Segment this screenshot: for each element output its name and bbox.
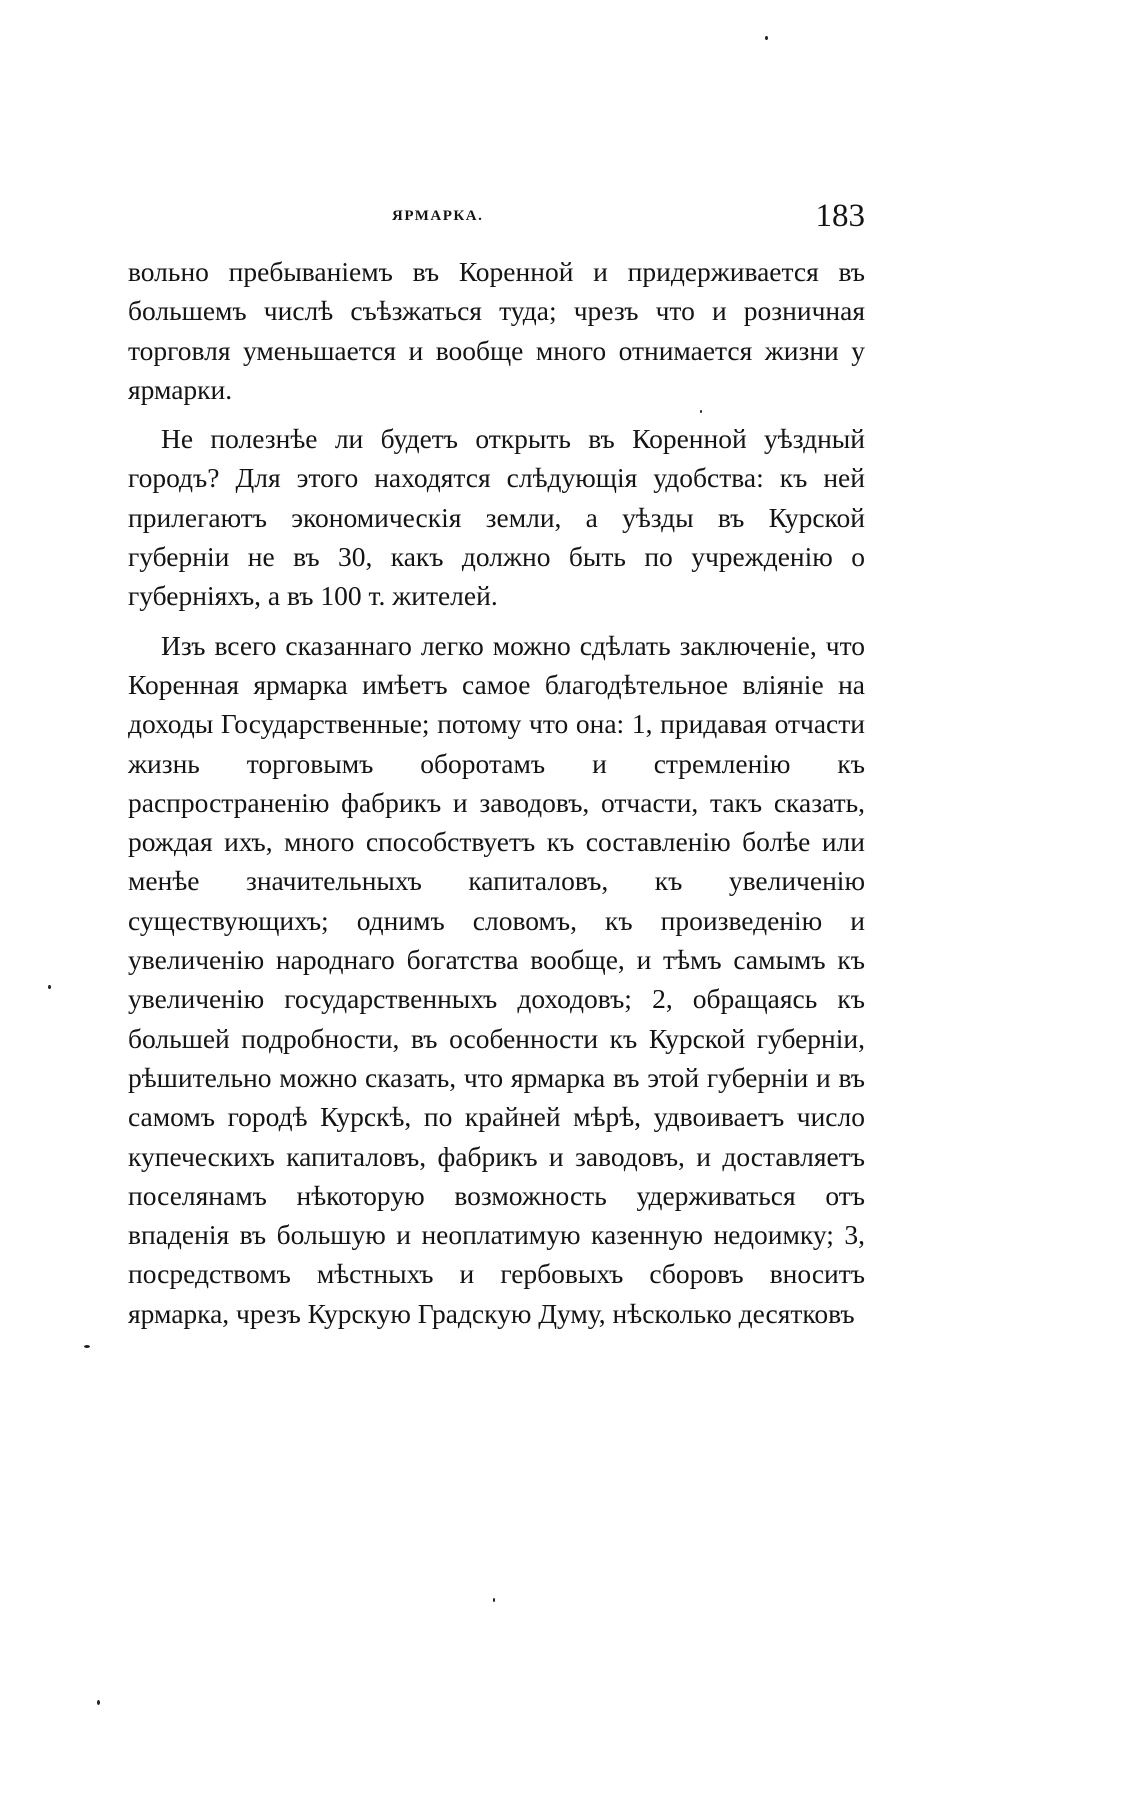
paragraph: Не полезнѣе ли будетъ открыть въ Коренной уѣздный городъ? Для этого находятся слѣдующія удобства: къ ней прилегаютъ экономическія земли, а уѣзды въ Курской губерніи не въ 30, какъ должно быть по учрежденію о губерніяхъ, а въ 100 т. жителей.	[128, 423, 865, 612]
running-head-title: ЯРМАРКА.	[392, 208, 484, 224]
ink-speck	[493, 1598, 495, 1602]
page-number: 183	[815, 198, 865, 234]
ink-speck	[84, 1345, 90, 1348]
running-head	[128, 198, 865, 238]
ink-speck	[97, 1700, 100, 1705]
ink-speck	[700, 410, 702, 413]
paragraph: вольно пребываніемъ въ Коренной и придерживается въ большемъ числѣ съѣзжаться туда; чрезъ что и розничная торговля уменьшается и вообще много отнимается жизни у ярмарки.	[128, 256, 865, 405]
ink-speck	[48, 985, 51, 989]
paragraph: Изъ всего сказаннаго легко можно сдѣлать заключеніе, что Коренная ярмарка имѣетъ самое благодѣтельное вліяніе на доходы Государственные; потому что она: 1, придавая отчасти жизнь торговымъ оборотамъ и стремленію къ распространенію фабрикъ и заводовъ, отчасти, такъ сказать, рождая ихъ, много способствуетъ къ составленію болѣе или менѣе значительныхъ капиталовъ, къ увеличенію существующихъ; однимъ словомъ, къ произведенію и увеличенію народнаго богатства вообще, и тѣмъ самымъ къ увеличенію государственныхъ доходовъ; 2, обращаясь къ большей подробности, въ особенности къ Курской губерніи, рѣшительно можно сказать, что ярмарка въ этой губерніи и въ самомъ городѣ Курскѣ, по крайней мѣрѣ, удвоиваетъ число купеческихъ капиталовъ, фабрикъ и заводовъ, и доставляетъ поселянамъ нѣкоторую возможность удерживаться отъ впаденія въ большую и неоплатимую казенную недоимку; 3, посредствомъ мѣстныхъ и гербовыхъ сборовъ вноситъ ярмарка, чрезъ Курскую Градскую Думу, нѣсколько десятковъ	[128, 629, 865, 1329]
ink-speck	[765, 36, 768, 40]
body-text	[128, 252, 865, 1343]
